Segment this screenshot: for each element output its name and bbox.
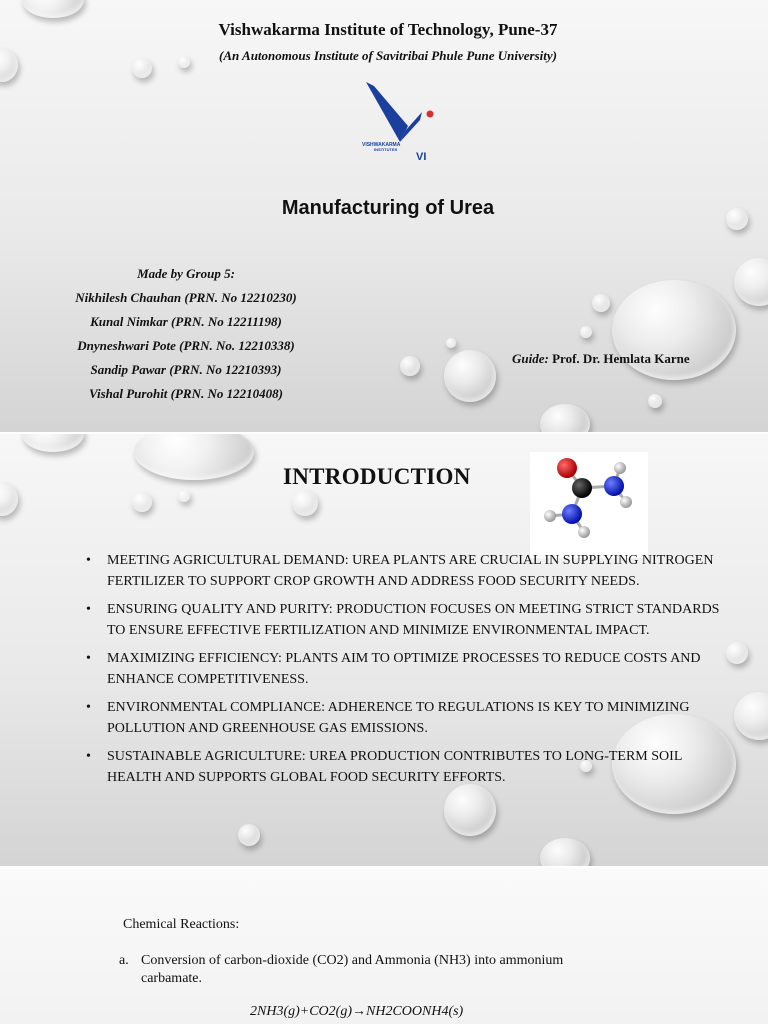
bullet-text: SUSTAINABLE AGRICULTURE: UREA PRODUCTION CONTRIBUTES TO LONG-TERM SOIL HEALTH AND SUPPORTS GLOBAL FOOD SECURITY EFFORTS. [107,749,682,785]
water-drop [400,356,420,376]
intro-bullet-list [86,550,726,795]
hydrogen-atom [578,526,590,538]
logo-wordmark-2: INSTITUTES [374,147,398,152]
member-line: Made by Group 5: [137,266,235,281]
member-line: Vishal Purohit (PRN. No 12210408) [89,386,283,401]
water-drop [540,838,590,866]
water-drop [446,338,456,348]
bullet-text: ENSURING QUALITY AND PURITY: PRODUCTION FOCUSES ON MEETING STRICT STANDARDS TO ENSURE EFFECTIVE FERTILIZATION AND MINIMIZE ENVIRONMENTAL IMPACT. [107,602,720,638]
water-drop [132,492,152,512]
bullet-text: MEETING AGRICULTURAL DEMAND: UREA PLANTS ARE CRUCIAL IN SUPPLYING NITROGEN FERTILIZER TO SUPPORT CROP GROWTH AND ADDRESS FOOD SECURITY NEEDS. [107,553,714,589]
water-drop [648,394,662,408]
bullet-icon: • [86,602,91,617]
nitrogen-atom [562,504,582,524]
slide-title: INTRODUCTION [283,464,471,489]
water-drop [734,258,768,306]
item-marker: a. [119,953,129,968]
member-line: Kunal Nimkar (PRN. No 12211198) [90,314,282,329]
guide-label: Guide: [512,351,549,366]
water-drop [726,642,748,664]
guide-name: Prof. Dr. Hemlata Karne [548,351,690,366]
member-line: Sandip Pawar (PRN. No 12210393) [90,362,282,377]
title-slide [0,0,768,432]
vishwakarma-vi-logo [360,80,440,164]
water-drop [444,350,496,402]
logo-letters: VI [416,151,427,163]
logo-v-stroke-icon [366,82,408,142]
bullet-item [86,746,726,788]
water-drop [292,490,318,516]
water-drop [592,294,610,312]
bullet-icon: • [86,700,91,715]
water-drop [0,482,18,516]
water-drop [540,404,590,432]
water-drop [238,824,260,846]
bullet-icon: • [86,749,91,764]
bullet-icon: • [86,553,91,568]
introduction-slide [0,434,768,866]
hydrogen-atom [620,496,632,508]
bullet-item [86,648,726,690]
water-drop [22,434,84,452]
carbon-atom [572,478,592,498]
section-heading: Chemical Reactions: [123,917,240,932]
water-drop [580,326,592,338]
reaction-equation: 2NH3(g)+CO2(g)→NH2COONH4(s) [250,1004,464,1019]
item-text: Conversion of carbon-dioxide (CO2) and Ammonia (NH3) into ammonium carbamate. [141,953,564,986]
water-drop [178,490,190,502]
water-drop [734,692,768,740]
guide [512,351,690,367]
bullet-item [86,550,726,592]
hydrogen-atom [614,462,626,474]
bullet-text: ENVIRONMENTAL COMPLIANCE: ADHERENCE TO REGULATIONS IS KEY TO MINIMIZING POLLUTION AND GREENHOUSE GAS EMISSIONS. [107,700,690,736]
bullet-item [86,599,726,641]
logo-red-dot-icon [427,111,434,118]
water-drop [134,434,254,480]
nitrogen-atom [604,476,624,496]
member-line: Nikhilesh Chauhan (PRN. No 12210230) [75,290,297,305]
bullet-icon: • [86,651,91,666]
bullet-text: MAXIMIZING EFFICIENCY: PLANTS AIM TO OPTIMIZE PROCESSES TO REDUCE COSTS AND ENHANCE COMPETITIVENESS. [107,651,701,687]
reaction-item [119,952,599,988]
oxygen-atom [557,458,577,478]
logo-wordmark-1: VISHWAKARMA [362,142,401,148]
institute-subtitle: (An Autonomous Institute of Savitribai Phule Pune University) [219,48,557,63]
urea-molecule-icon [530,452,648,558]
chemical-reactions-slide [0,868,768,1024]
member-line: Dnyneshwari Pote (PRN. No. 12210338) [77,338,295,353]
institute-name: Vishwakarma Institute of Technology, Pune-37 [218,20,558,39]
hydrogen-atom [544,510,556,522]
water-drop [22,0,84,18]
presentation-title: Manufacturing of Urea [281,197,495,219]
bullet-item [86,697,726,739]
group-members [40,262,332,406]
